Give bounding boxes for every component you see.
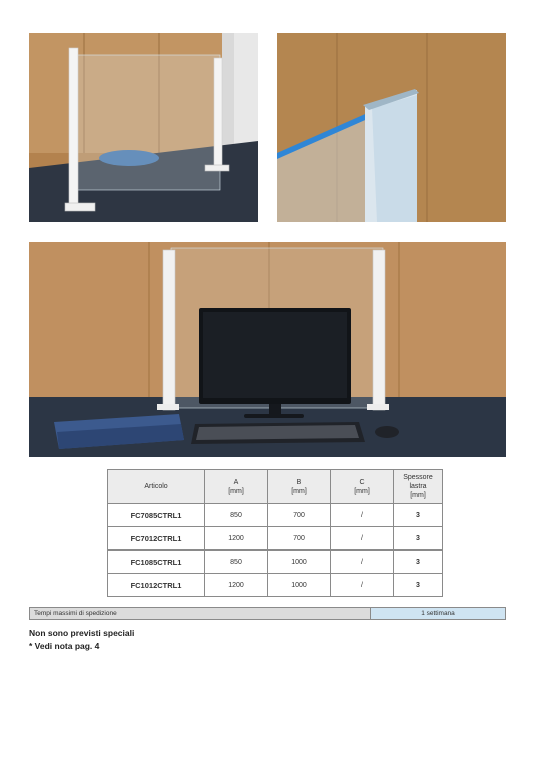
product-photo-detail <box>277 33 506 222</box>
cell-a: 850 <box>205 504 268 527</box>
cell-articolo: FC1012CTRL1 <box>108 574 205 597</box>
table-row <box>108 550 443 574</box>
header-spessore: Spessore lastra [mm] <box>394 470 443 504</box>
cell-spessore: 3 <box>394 550 443 574</box>
product-photo-setup <box>29 242 506 457</box>
cell-c: / <box>331 504 394 527</box>
shipping-time-bar <box>29 607 506 620</box>
cell-c: / <box>331 550 394 574</box>
cell-a: 1200 <box>205 527 268 551</box>
cell-articolo: FC1085CTRL1 <box>108 550 205 574</box>
header-articolo: Articolo <box>108 470 205 504</box>
table-row <box>108 574 443 597</box>
product-photo-front <box>29 33 258 222</box>
cell-b: 1000 <box>268 550 331 574</box>
cell-a: 850 <box>205 550 268 574</box>
header-c: C [mm] <box>331 470 394 504</box>
table-row <box>108 504 443 527</box>
shipping-value: 1 settimana <box>370 608 505 619</box>
cell-spessore: 3 <box>394 574 443 597</box>
cell-c: / <box>331 574 394 597</box>
cell-b: 700 <box>268 527 331 551</box>
cell-c: / <box>331 527 394 551</box>
cell-b: 700 <box>268 504 331 527</box>
note-see-page: * Vedi nota pag. 4 <box>29 641 100 651</box>
cell-articolo: FC7012CTRL1 <box>108 527 205 551</box>
table-header-row <box>108 470 443 504</box>
cell-spessore: 3 <box>394 527 443 551</box>
cell-spessore: 3 <box>394 504 443 527</box>
shipping-label: Tempi massimi di spedizione <box>30 608 370 619</box>
spec-table <box>107 469 443 597</box>
note-no-specials: Non sono previsti speciali <box>29 628 135 638</box>
cell-articolo: FC7085CTRL1 <box>108 504 205 527</box>
header-a: A [mm] <box>205 470 268 504</box>
table-row <box>108 527 443 551</box>
cell-a: 1200 <box>205 574 268 597</box>
cell-b: 1000 <box>268 574 331 597</box>
header-b: B [mm] <box>268 470 331 504</box>
